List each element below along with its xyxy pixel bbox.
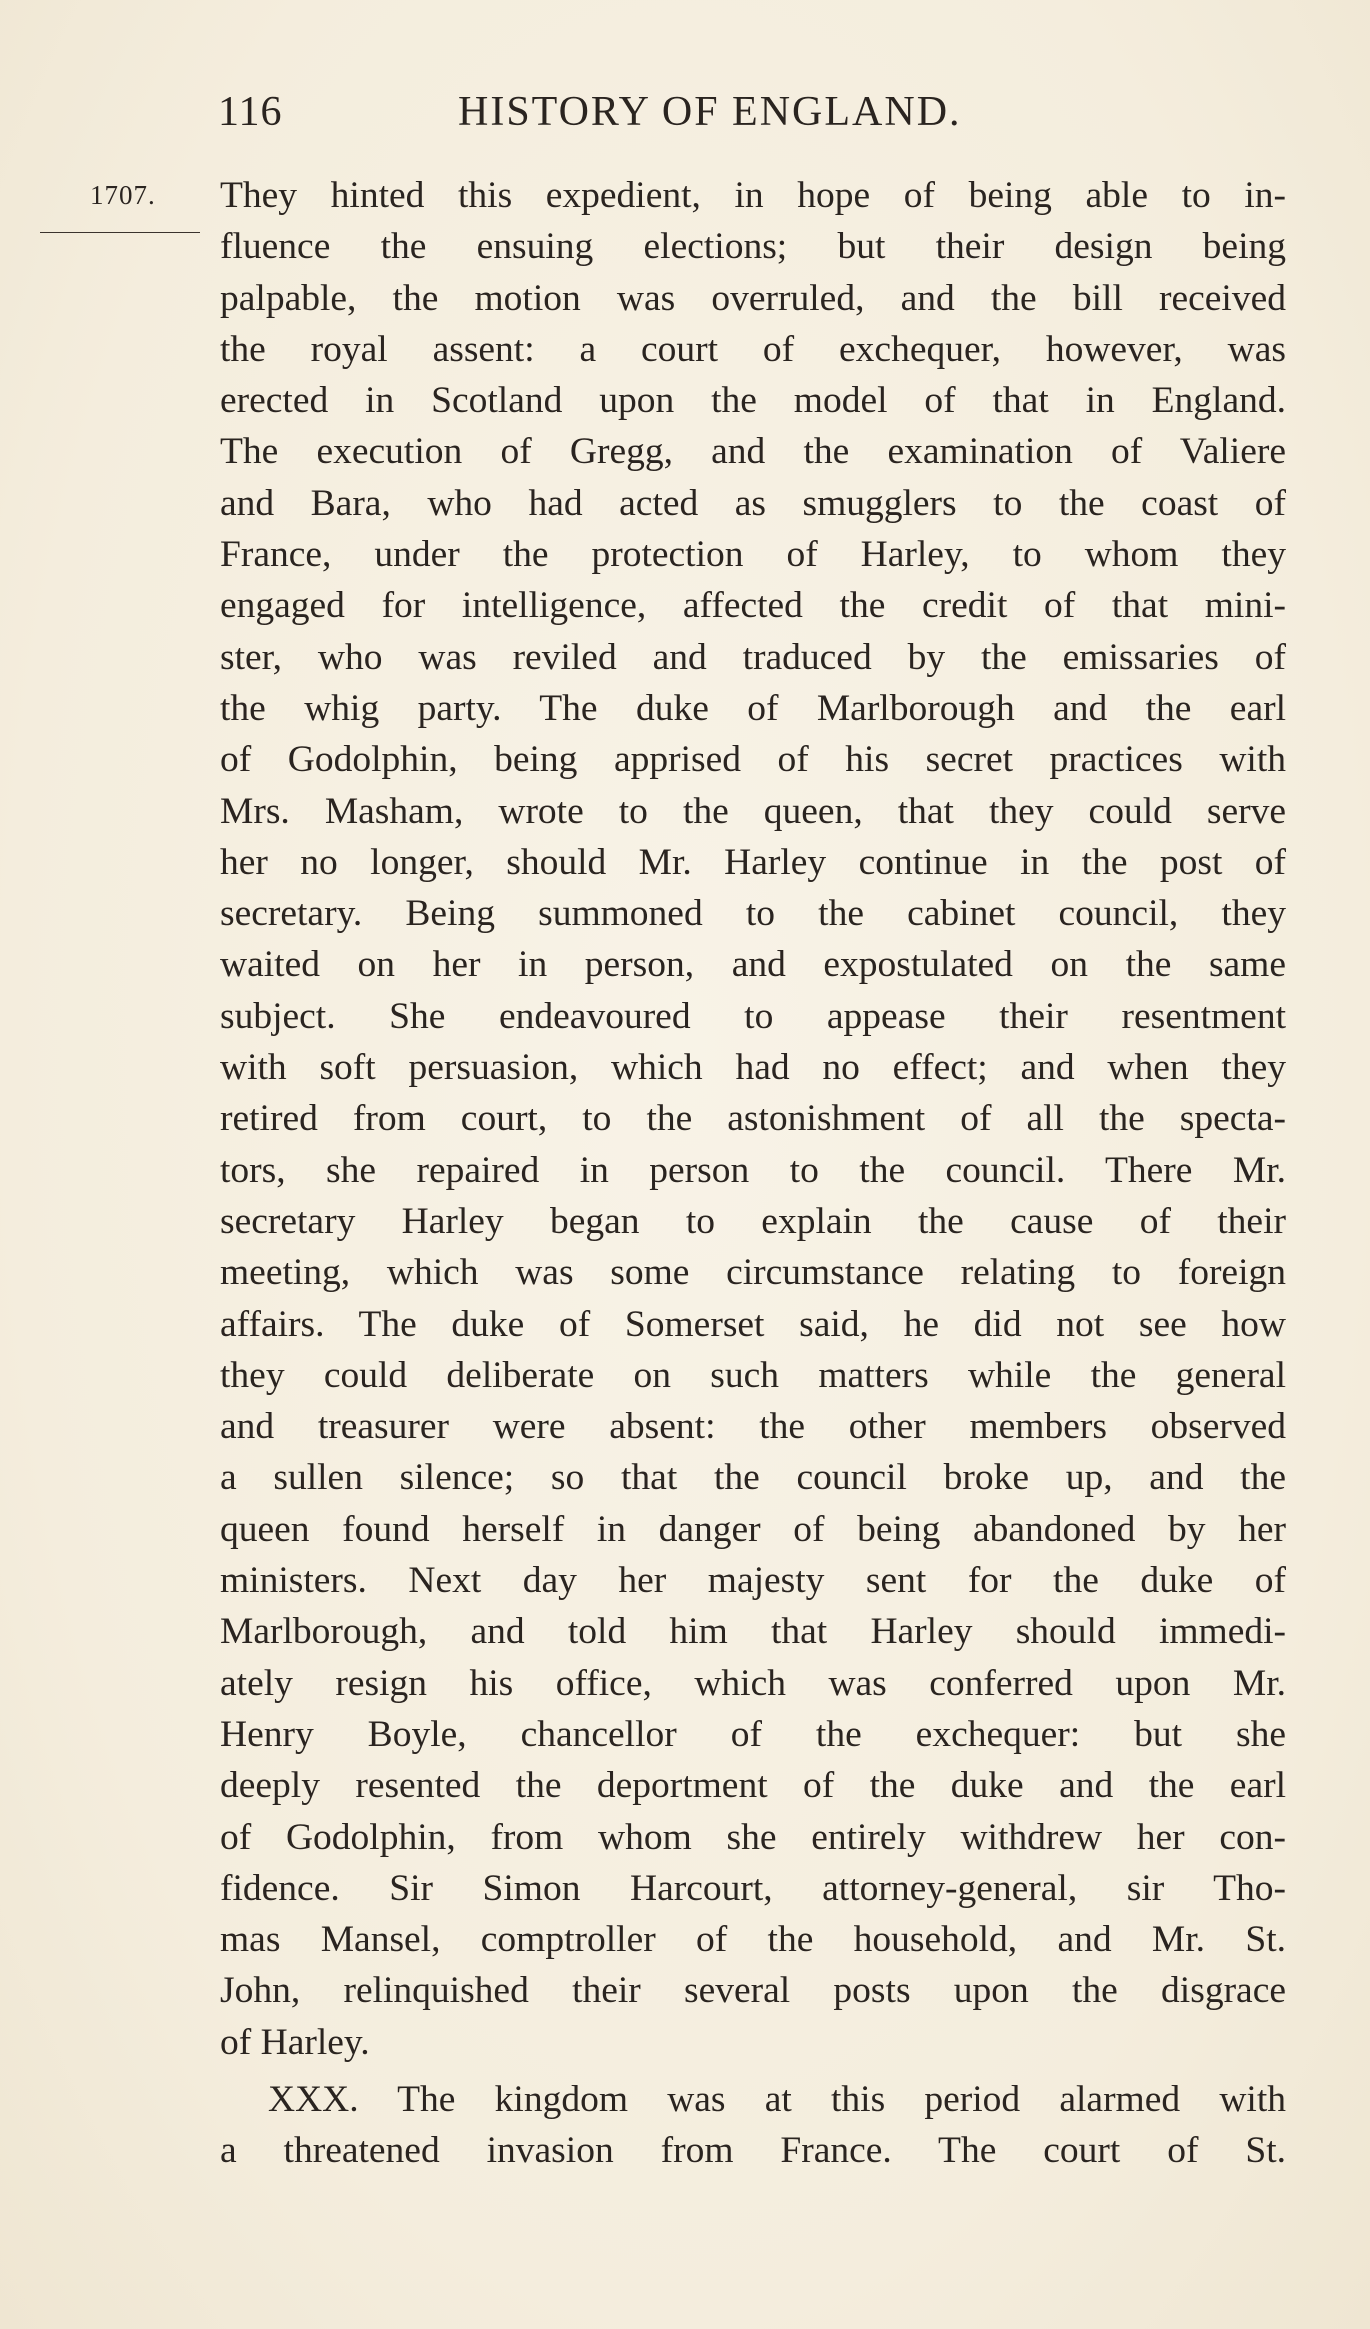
text-line: subject. She endeavoured to appease their resentment: [220, 995, 1286, 1037]
page-number: 116: [218, 89, 283, 135]
paragraph: [220, 170, 1286, 2068]
text-line: secretary. Being summoned to the cabinet council, they: [220, 893, 1286, 935]
text-line: John, relinquished their several posts upon the disgrace: [220, 1970, 1286, 2012]
text-line: her no longer, should Mr. Harley continue in the post of: [220, 841, 1286, 883]
text-line: engaged for intelligence, affected the credit of that mini-: [220, 585, 1286, 627]
text-line: The execution of Gregg, and the examination of Valiere: [220, 431, 1286, 473]
body-text: [220, 170, 1286, 2177]
text-line: queen found herself in danger of being abandoned by her: [220, 1508, 1286, 1550]
running-title: HISTORY OF ENGLAND.: [458, 89, 962, 135]
text-line: and treasurer were absent: the other members observed: [220, 1406, 1286, 1448]
text-line: and Bara, who had acted as smugglers to the coast of: [220, 482, 1286, 524]
text-line: meeting, which was some circumstance relating to foreign: [220, 1252, 1286, 1294]
text-line: France, under the protection of Harley, to whom they: [220, 534, 1286, 576]
text-line: they could deliberate on such matters while the general: [220, 1354, 1286, 1396]
text-line: retired from court, to the astonishment of all the specta-: [220, 1098, 1286, 1140]
text-line: Henry Boyle, chancellor of the exchequer: but she: [220, 1713, 1286, 1755]
text-line: mas Mansel, comptroller of the household, and Mr. St.: [220, 1919, 1286, 1961]
margin-year-note: 1707.: [90, 180, 156, 210]
text-line: tors, she repaired in person to the council. There Mr.: [220, 1149, 1286, 1191]
text-line: Mrs. Masham, wrote to the queen, that they could serve: [220, 790, 1286, 832]
text-line: of Godolphin, from whom she entirely withdrew her con-: [220, 1816, 1286, 1858]
text-line: with soft persuasion, which had no effect; and when they: [220, 1047, 1286, 1089]
text-line: deeply resented the deportment of the duke and the earl: [220, 1765, 1286, 1807]
text-line: Marlborough, and told him that Harley should immedi-: [220, 1611, 1286, 1653]
text-line: ately resign his office, which was conferred upon Mr.: [220, 1662, 1286, 1704]
text-line: waited on her in person, and expostulated on the same: [220, 944, 1286, 986]
text-line: erected in Scotland upon the model of that in England.: [220, 380, 1286, 422]
text-line: a threatened invasion from France. The court of St.: [220, 2130, 1286, 2172]
text-line: of Godolphin, being apprised of his secret practices with: [220, 739, 1286, 781]
margin-rule: [40, 232, 200, 233]
text-line: palpable, the motion was overruled, and the bill received: [220, 277, 1286, 319]
paragraph: [220, 2074, 1286, 2177]
text-line: of Harley.: [220, 2021, 370, 2063]
text-line: affairs. The duke of Somerset said, he did not see how: [220, 1303, 1286, 1345]
text-line: ster, who was reviled and traduced by the emissaries of: [220, 636, 1286, 678]
text-line: XXX. The kingdom was at this period alarmed with: [268, 2078, 1286, 2120]
text-line: They hinted this expedient, in hope of being able to in-: [220, 175, 1286, 216]
text-line: the royal assent: a court of exchequer, however, was: [220, 328, 1286, 370]
text-line: ministers. Next day her majesty sent for the duke of: [220, 1560, 1286, 1602]
text-line: the whig party. The duke of Marlborough and the earl: [220, 687, 1286, 729]
text-line: fluence the ensuing elections; but their design being: [220, 226, 1286, 268]
running-head: [218, 88, 1286, 148]
text-line: a sullen silence; so that the council broke up, and the: [220, 1457, 1286, 1499]
text-line: secretary Harley began to explain the cause of their: [220, 1200, 1286, 1242]
text-line: fidence. Sir Simon Harcourt, attorney-general, sir Tho-: [220, 1867, 1286, 1909]
